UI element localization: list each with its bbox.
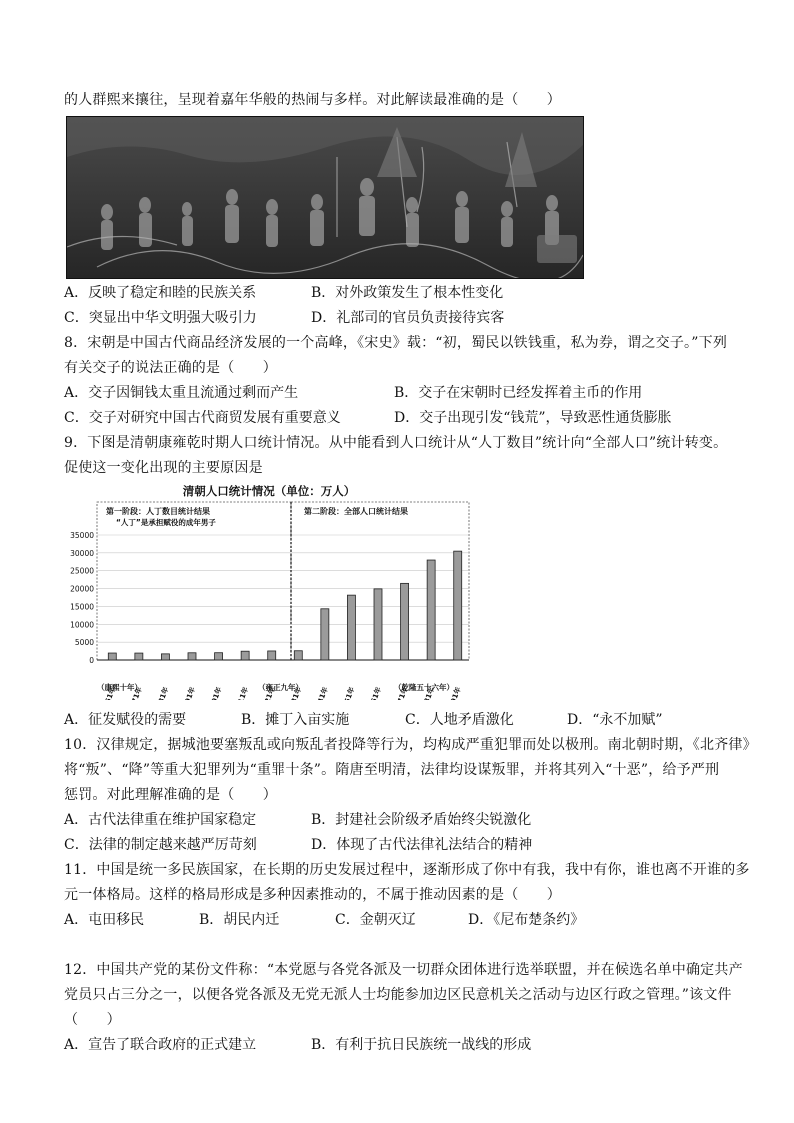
q8-stem-line1: 8．宋朝是中国古代商品经济发展的一个高峰，《宋史》载：“初，蜀民以铁钱重，私为券，谓之交子。”下列: [64, 335, 728, 351]
q10-stem-line3: 惩罚。对此理解准确的是（ ）: [64, 787, 277, 803]
q7-options-row2: [64, 308, 744, 328]
q8-option-d[interactable]: D．交子出现引发“钱荒”，导致恶性通货膨胀: [394, 410, 672, 426]
q8-options-row1: [64, 383, 744, 403]
y-tick-label: 25000: [70, 566, 94, 576]
x-tick-label: 1771年: [392, 685, 410, 700]
q12-stem-line3: （ ）: [64, 1012, 121, 1028]
chart-y-axis: [70, 531, 469, 665]
bar-1721年: [268, 651, 276, 660]
q12-options-row1: [64, 1035, 744, 1055]
q11-option-a[interactable]: A．屯田移民: [64, 912, 145, 928]
q11-option-d[interactable]: D．《尼布楚条约》: [468, 912, 585, 928]
q8-option-a[interactable]: A．交子因铜钱太重且流通过剩而产生: [64, 385, 299, 401]
bar-1671年: [135, 653, 143, 660]
bar-1741年: [321, 609, 329, 660]
q9-option-a[interactable]: A．征发赋役的需要: [64, 712, 187, 728]
q11-options-row: [64, 910, 744, 930]
x-tick-label: 1661年: [100, 685, 118, 700]
x-tick-label: 1691年: [180, 685, 197, 700]
era-label-qianlong: （乾隆五十六年）: [394, 683, 454, 692]
chart-gridlines: [97, 535, 469, 660]
bar-1731年: [294, 651, 302, 660]
phase2-label: 第二阶段：全部人口统计结果: [304, 507, 408, 516]
q11-option-c[interactable]: C．金朝灭辽: [335, 912, 416, 928]
bar-1701年: [215, 653, 223, 660]
procession-painting-drawing: [67, 117, 583, 278]
x-tick-label: 1681年: [153, 685, 171, 700]
era-label-yongzheng: （雍正九年）: [258, 683, 303, 692]
q7-option-c[interactable]: C．突显出中华文明强大吸引力: [64, 310, 257, 326]
y-tick-label: 10000: [70, 620, 94, 630]
bar-1761年: [374, 589, 382, 660]
q11-stem-line2: 元一体格局。这样的格局形成是多种因素推动的，不属于推动因素的是（ ）: [64, 887, 561, 903]
q9-option-b[interactable]: B．摊丁入亩实施: [241, 712, 350, 728]
q12-option-a[interactable]: A．宣告了联合政府的正式建立: [64, 1037, 257, 1053]
q10-option-b[interactable]: B．封建社会阶级矛盾始终尖锐激化: [311, 812, 532, 828]
q10-options-row2: [64, 835, 744, 855]
y-tick-label: 15000: [70, 602, 94, 612]
x-tick-label: 1711年: [233, 685, 251, 700]
q10-option-a[interactable]: A．古代法律重在维护国家稳定: [64, 812, 257, 828]
procession-painting-image: [66, 116, 584, 279]
y-tick-label: 20000: [70, 584, 94, 594]
q8-options-row2: [64, 408, 744, 428]
q9-option-d[interactable]: D．“永不加赋”: [567, 712, 663, 728]
q10-options-row1: [64, 810, 744, 830]
q7-stem-tail: 的人群熙来攘往，呈现着嘉年华般的热闹与多样。对此解读最准确的是（ ）: [64, 92, 561, 108]
y-tick-label: 30000: [70, 548, 94, 558]
q7-option-b[interactable]: B．对外政策发生了根本性变化: [311, 285, 504, 301]
q12-option-b[interactable]: B．有利于抗日民族统一战线的形成: [311, 1037, 532, 1053]
bar-1711年: [241, 651, 249, 660]
x-tick-label: 1761年: [366, 685, 383, 700]
q11-stem-line1: 11．中国是统一多民族国家，在长期的历史发展过程中，逐渐形成了你中有我，我中有你，谁也离不开谁的多: [64, 862, 750, 878]
bar-1691年: [188, 653, 196, 660]
q10-stem-line1: 10．汉律规定，据城池要塞叛乱或向叛乱者投降等行为，均构成严重犯罪而处以极刑。南北朝时期，《北齐律》: [64, 737, 757, 753]
x-tick-label: 1781年: [419, 685, 437, 700]
bar-1791年: [454, 551, 462, 660]
q7-option-d[interactable]: D．礼部司的官员负责接待宾客: [311, 310, 505, 326]
chart-title: 清朝人口统计情况（单位：万人）: [182, 484, 356, 498]
q8-option-b[interactable]: B．交子在宋朝时已经发挥着主币的作用: [394, 385, 643, 401]
q9-stem-line1: 9．下图是清朝康雍乾时期人口统计情况。从中能看到人口统计从“人丁数目”统计向“全部人口”统计转变。: [64, 435, 728, 451]
x-tick-label: 1731年: [286, 685, 304, 700]
phase1-note: “人丁”是承担赋役的成年男子: [116, 518, 216, 527]
q9-option-c[interactable]: C．人地矛盾激化: [405, 712, 514, 728]
bar-1771年: [401, 583, 409, 660]
q8-stem-line2: 有关交子的说法正确的是（ ）: [64, 360, 277, 376]
q12-stem-line1: 12．中国共产党的某份文件称：“本党愿与各党各派及一切群众团体进行选举联盟，并在候选名单中确定共产: [64, 962, 743, 978]
y-tick-label: 0: [89, 656, 94, 665]
era-label-kangxi: （康熙十年）: [97, 683, 142, 692]
x-tick-label: 1791年: [446, 685, 463, 700]
x-tick-label: 1701年: [206, 685, 224, 700]
q9-options-row: [64, 710, 744, 730]
x-tick-label: 1671年: [127, 685, 144, 700]
q8-option-c[interactable]: C．交子对研究中国古代商贸发展有重要意义: [64, 410, 341, 426]
y-tick-label: 35000: [70, 531, 94, 540]
bar-1681年: [161, 654, 169, 660]
q10-option-d[interactable]: D．体现了古代法律礼法结合的精神: [311, 837, 533, 853]
q9-stem-line2: 促使这一变化出现的主要原因是: [64, 460, 263, 476]
chart-bars: [108, 551, 461, 660]
q7-options-row1: [64, 283, 744, 303]
phase1-label: 第一阶段：人丁数目统计结果: [106, 507, 210, 516]
population-chart-svg: [64, 478, 474, 700]
q7-option-a[interactable]: A．反映了稳定和睦的民族关系: [64, 285, 257, 301]
x-tick-label: 1721年: [260, 685, 277, 700]
bar-1781年: [427, 560, 435, 660]
q11-option-b[interactable]: B．胡民内迁: [199, 912, 280, 928]
q10-stem-line2: 将“叛”、“降”等重大犯罪列为“重罪十条”。隋唐至明清，法律均设谋叛罪，并将其列入“十恶”，给予严刑: [64, 762, 720, 778]
q12-stem-line2: 党员只占三分之一，以便各党各派及无党无派人士均能参加边区民意机关之活动与边区行政之管理。”该文件: [64, 987, 732, 1003]
population-chart: [64, 478, 474, 700]
bar-1751年: [347, 595, 355, 660]
q10-option-c[interactable]: C．法律的制定越来越严厉苛刻: [64, 837, 257, 853]
x-tick-label: 1741年: [313, 685, 330, 700]
bar-1661年: [108, 653, 116, 660]
x-tick-label: 1751年: [339, 685, 357, 700]
y-tick-label: 5000: [74, 638, 94, 648]
